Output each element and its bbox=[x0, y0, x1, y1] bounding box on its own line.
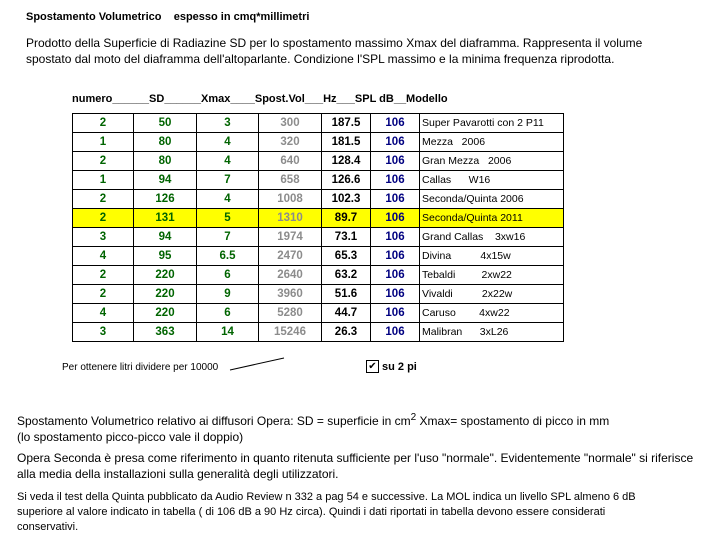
cell-vol: 640 bbox=[259, 152, 322, 171]
su-2-pi-checkbox[interactable]: ✔ bbox=[366, 360, 379, 373]
cell-sd: 50 bbox=[134, 114, 197, 133]
cell-xmax: 5 bbox=[197, 209, 259, 228]
cell-sd: 80 bbox=[134, 133, 197, 152]
cell-model: Super Pavarotti con 2 P11 bbox=[420, 114, 564, 133]
cell-spl: 106 bbox=[371, 228, 420, 247]
cell-model: Mezza 2006 bbox=[420, 133, 564, 152]
cell-xmax: 6.5 bbox=[197, 247, 259, 266]
cell-model: Divina 4x15w bbox=[420, 247, 564, 266]
cell-model: Callas W16 bbox=[420, 171, 564, 190]
cell-model: Seconda/Quinta 2011 bbox=[420, 209, 564, 228]
su-2-pi-option[interactable] bbox=[366, 360, 417, 373]
cell-spl: 106 bbox=[371, 171, 420, 190]
cell-hz: 126.6 bbox=[322, 171, 371, 190]
cell-spl: 106 bbox=[371, 304, 420, 323]
cell-model: Tebaldi 2xw22 bbox=[420, 266, 564, 285]
cell-vol: 320 bbox=[259, 133, 322, 152]
table-row bbox=[73, 323, 564, 342]
cell-vol: 15246 bbox=[259, 323, 322, 342]
cell-model: Seconda/Quinta 2006 bbox=[420, 190, 564, 209]
cell-xmax: 6 bbox=[197, 266, 259, 285]
cell-sd: 363 bbox=[134, 323, 197, 342]
cell-vol: 3960 bbox=[259, 285, 322, 304]
cell-spl: 106 bbox=[371, 133, 420, 152]
cell-xmax: 4 bbox=[197, 152, 259, 171]
cell-spl: 106 bbox=[371, 114, 420, 133]
definition-text: Spostamento Volumetrico relativo ai diffusori Opera: SD = superficie in cm bbox=[17, 414, 411, 428]
cell-xmax: 4 bbox=[197, 133, 259, 152]
cell-spl: 106 bbox=[371, 209, 420, 228]
cell-xmax: 7 bbox=[197, 228, 259, 247]
cell-hz: 187.5 bbox=[322, 114, 371, 133]
cell-num: 4 bbox=[73, 304, 134, 323]
speaker-table bbox=[72, 113, 564, 342]
cell-hz: 44.7 bbox=[322, 304, 371, 323]
conversion-note: Per ottenere litri dividere per 10000 bbox=[62, 362, 219, 373]
cell-sd: 220 bbox=[134, 304, 197, 323]
cell-model: Vivaldi 2x22w bbox=[420, 285, 564, 304]
page-title: Spostamento Volumetrico espesso in cmq*millimetri bbox=[26, 11, 310, 23]
cell-sd: 94 bbox=[134, 228, 197, 247]
definition-xmax: Xmax= spostamento di picco in mm bbox=[416, 414, 610, 428]
cell-num: 2 bbox=[73, 285, 134, 304]
cell-spl: 106 bbox=[371, 152, 420, 171]
cell-model: Malibran 3xL26 bbox=[420, 323, 564, 342]
cell-xmax: 3 bbox=[197, 114, 259, 133]
cell-vol: 1974 bbox=[259, 228, 322, 247]
cell-sd: 80 bbox=[134, 152, 197, 171]
cell-hz: 51.6 bbox=[322, 285, 371, 304]
cell-xmax: 4 bbox=[197, 190, 259, 209]
cell-hz: 73.1 bbox=[322, 228, 371, 247]
cell-xmax: 9 bbox=[197, 285, 259, 304]
cell-xmax: 6 bbox=[197, 304, 259, 323]
cell-num: 2 bbox=[73, 209, 134, 228]
cell-sd: 126 bbox=[134, 190, 197, 209]
cell-hz: 63.2 bbox=[322, 266, 371, 285]
cell-spl: 106 bbox=[371, 190, 420, 209]
table-row bbox=[73, 152, 564, 171]
table-header-line: numero______SD______Xmax____Spost.Vol___Hz___SPL dB__Modello bbox=[72, 93, 448, 105]
cell-vol: 5280 bbox=[259, 304, 322, 323]
definition-note: (lo spostamento picco-picco vale il doppio) bbox=[17, 430, 244, 444]
cell-hz: 128.4 bbox=[322, 152, 371, 171]
definition-paragraph bbox=[17, 410, 697, 445]
table-row bbox=[73, 304, 564, 323]
cell-num: 2 bbox=[73, 190, 134, 209]
table-row bbox=[73, 285, 564, 304]
cell-num: 1 bbox=[73, 133, 134, 152]
table-row bbox=[73, 228, 564, 247]
table-row bbox=[73, 133, 564, 152]
cell-sd: 131 bbox=[134, 209, 197, 228]
cell-vol: 658 bbox=[259, 171, 322, 190]
cell-vol: 300 bbox=[259, 114, 322, 133]
cell-vol: 1310 bbox=[259, 209, 322, 228]
table-row bbox=[73, 171, 564, 190]
table-row bbox=[73, 209, 564, 228]
cell-hz: 89.7 bbox=[322, 209, 371, 228]
table-row bbox=[73, 266, 564, 285]
cell-xmax: 14 bbox=[197, 323, 259, 342]
cell-sd: 94 bbox=[134, 171, 197, 190]
cell-model: Grand Callas 3xw16 bbox=[420, 228, 564, 247]
cell-vol: 2470 bbox=[259, 247, 322, 266]
cell-num: 2 bbox=[73, 266, 134, 285]
cell-model: Gran Mezza 2006 bbox=[420, 152, 564, 171]
cell-hz: 65.3 bbox=[322, 247, 371, 266]
note-pointer-line bbox=[228, 356, 288, 372]
cell-num: 2 bbox=[73, 152, 134, 171]
cell-vol: 2640 bbox=[259, 266, 322, 285]
cell-num: 3 bbox=[73, 228, 134, 247]
reference-paragraph: Opera Seconda è presa come riferimento in quanto ritenuta sufficiente per l'uso "normale". Evidentemente "normale" si riferisce alla media della installazioni sulla generalità degli utilizzatori. bbox=[17, 451, 694, 481]
su-2-pi-label: su 2 pi bbox=[382, 360, 417, 373]
cell-spl: 106 bbox=[371, 266, 420, 285]
cell-num: 3 bbox=[73, 323, 134, 342]
cell-spl: 106 bbox=[371, 285, 420, 304]
cell-hz: 181.5 bbox=[322, 133, 371, 152]
cell-model: Caruso 4xw22 bbox=[420, 304, 564, 323]
cell-num: 2 bbox=[73, 114, 134, 133]
definition-superscript: 2 bbox=[410, 412, 417, 423]
cell-hz: 26.3 bbox=[322, 323, 371, 342]
table-row bbox=[73, 114, 564, 133]
cell-xmax: 7 bbox=[197, 171, 259, 190]
cell-sd: 95 bbox=[134, 247, 197, 266]
table-row bbox=[73, 190, 564, 209]
cell-sd: 220 bbox=[134, 285, 197, 304]
table-row bbox=[73, 247, 564, 266]
cell-num: 1 bbox=[73, 171, 134, 190]
intro-paragraph: Prodotto della Superficie di Radiazine SD per lo spostamento massimo Xmax del diaframma. Rappresenta il volume spostato dal moto del diaframma dell'altoparlante. Condizione l'SPL massimo e la minima frequenza riprodotta. bbox=[26, 36, 643, 66]
cell-spl: 106 bbox=[371, 247, 420, 266]
cell-hz: 102.3 bbox=[322, 190, 371, 209]
cell-sd: 220 bbox=[134, 266, 197, 285]
cell-vol: 1008 bbox=[259, 190, 322, 209]
cell-num: 4 bbox=[73, 247, 134, 266]
cell-spl: 106 bbox=[371, 323, 420, 342]
review-paragraph: Si veda il test della Quinta pubblicato da Audio Review n 332 a pag 54 e successive. La MOL indica un livello SPL almeno 6 dB superiore al valore indicato in tabella ( di 106 dB a 90 Hz circa). Quindi i dati riportati in tabella devono essere considerati conservativi. bbox=[17, 491, 636, 533]
